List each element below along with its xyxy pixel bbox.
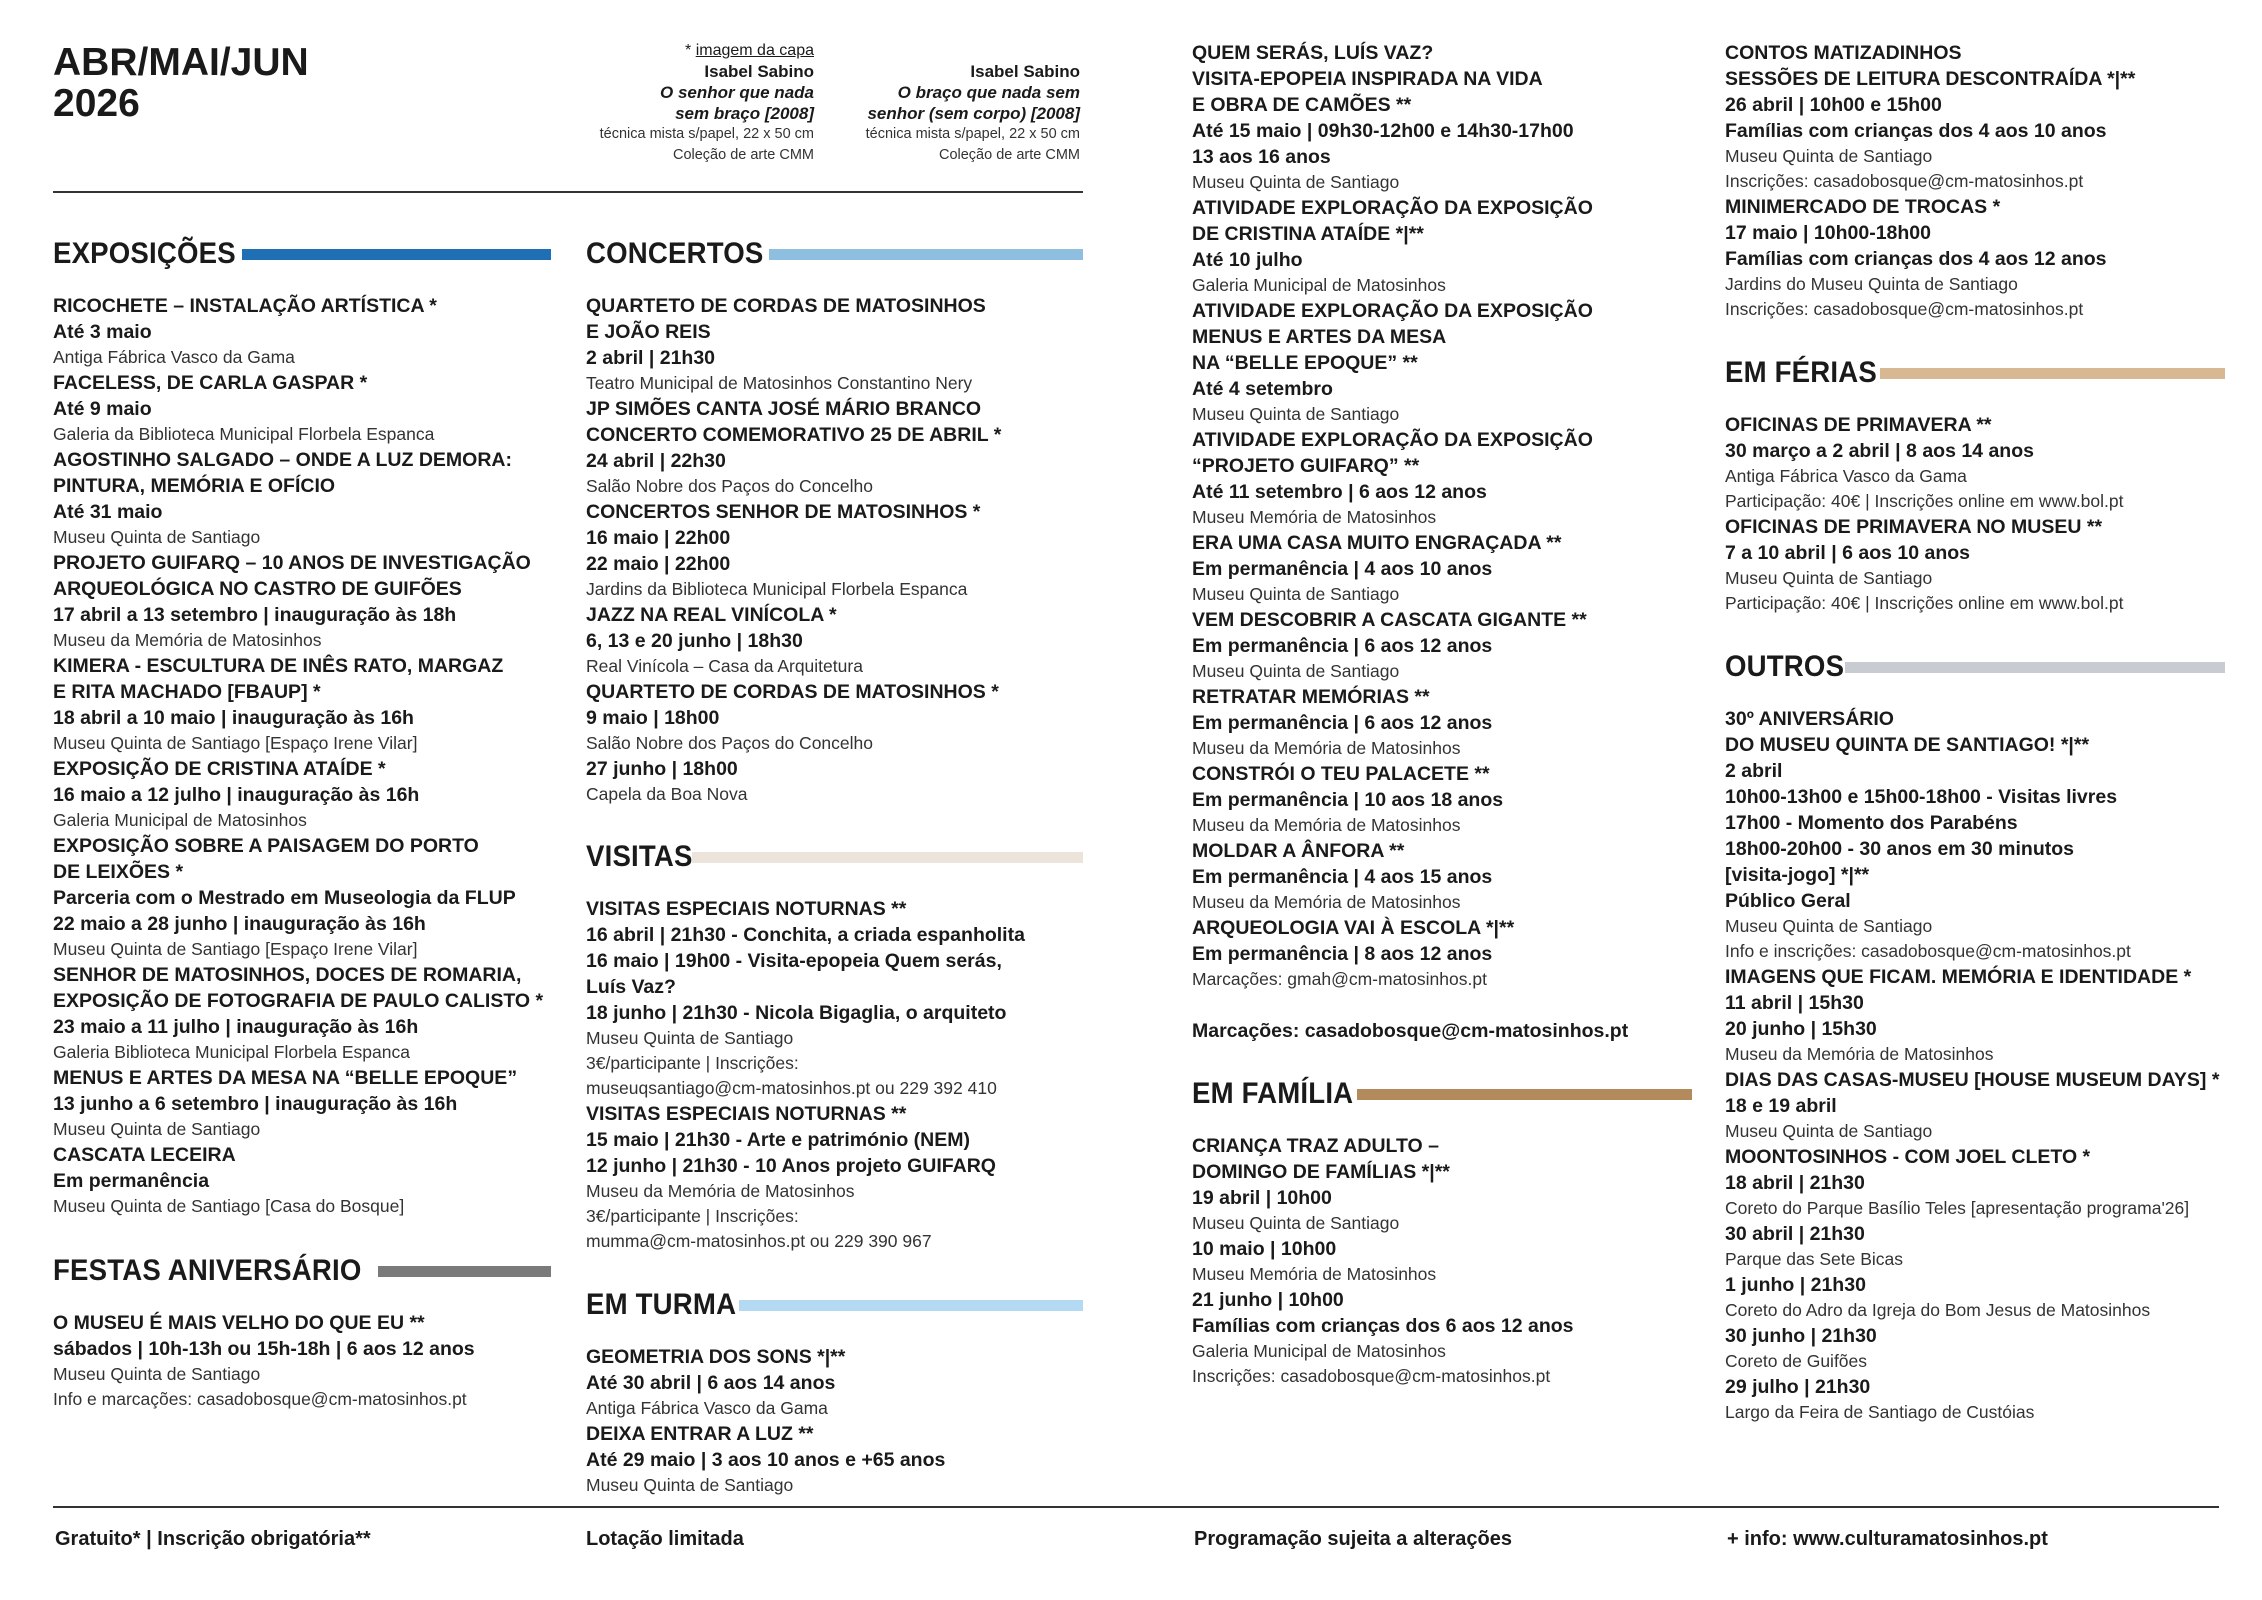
section-title: FESTAS ANIVERSÁRIO <box>53 1254 362 1287</box>
event-item <box>53 447 551 550</box>
section-exposicoes <box>53 237 551 1219</box>
event-title: KIMERA - ESCULTURA DE INÊS RATO, MARGAZ E RITA MACHADO [FBAUP] * <box>53 655 504 703</box>
event-place: Galeria Municipal de Matosinhos Inscrições: casadobosque@cm-matosinhos.pt <box>1192 1341 1551 1386</box>
event-place: Largo da Feira de Santiago de Custóias <box>1725 1402 2035 1422</box>
section-header <box>586 840 1083 874</box>
event-date: 2 abril 10h00-13h00 e 15h00-18h00 - Visitas livres 17h00 - Momento dos Parabéns 18h00-20h00 - 30 anos em 30 minutos [visita-jogo] *|** Público Geral <box>1725 760 2118 912</box>
section-bar <box>739 1300 1083 1311</box>
event-date: sábados | 10h-13h ou 15h-18h | 6 aos 12 anos <box>53 1338 475 1360</box>
section-em-turma <box>586 1288 1083 1498</box>
section-em-familia <box>1192 1077 1692 1389</box>
event-title: PROJETO GUIFARQ – 10 ANOS DE INVESTIGAÇÃO ARQUEOLÓGICA NO CASTRO DE GUIFÕES <box>53 552 531 600</box>
event-title: AGOSTINHO SALGADO – ONDE A LUZ DEMORA: PINTURA, MEMÓRIA E OFÍCIO <box>53 449 512 497</box>
event-date: 16 abril | 21h30 - Conchita, a criada espanholita 16 maio | 19h00 - Visita-epopeia Quem serás, Luís Vaz? 18 junho | 21h30 - Nicola Bigaglia, o arquiteto <box>586 924 1025 1024</box>
artwork-title: O senhor que nada sem braço [2008] <box>660 83 814 123</box>
section-header <box>53 1254 551 1288</box>
event-date: 24 abril | 22h30 <box>586 450 726 472</box>
section-bar <box>1845 662 2225 673</box>
event-item <box>1192 607 1692 684</box>
event-date: 10 maio | 10h00 <box>1192 1238 1337 1260</box>
event-title: MENUS E ARTES DA MESA NA “BELLE EPOQUE” <box>53 1067 518 1089</box>
event-title: QUARTETO DE CORDAS DE MATOSINHOS E JOÃO REIS <box>586 295 986 343</box>
event-item <box>586 396 1083 499</box>
section-header <box>1725 650 2225 684</box>
event-title: EXPOSIÇÃO SOBRE A PAISAGEM DO PORTO DE LEIXÕES * <box>53 835 479 883</box>
artwork-title: O braço que nada sem senhor (sem corpo) [2008] <box>867 83 1080 123</box>
event-item <box>1192 684 1692 761</box>
section-familias-continued <box>1725 40 2225 322</box>
event-date: Em permanência | 4 aos 15 anos <box>1192 866 1493 888</box>
event-place: Marcações: gmah@cm-matosinhos.pt <box>1192 969 1487 989</box>
event-date: Até 11 setembro | 6 aos 12 anos <box>1192 481 1487 503</box>
event-item <box>586 1421 1083 1498</box>
event-item <box>586 602 1083 679</box>
event-list <box>586 1344 1083 1498</box>
artwork-collection: Coleção de arte CMM <box>672 147 814 163</box>
event-date: Até 4 setembro <box>1192 378 1333 400</box>
event-date: 23 maio a 11 julho | inauguração às 16h <box>53 1016 419 1038</box>
event-item <box>1725 1144 2225 1221</box>
section-header <box>586 237 1083 271</box>
event-place: Teatro Municipal de Matosinhos Constantino Nery <box>586 373 973 393</box>
event-place: Coreto do Parque Basílio Teles [apresentação programa'26] <box>1725 1198 2190 1218</box>
event-title: CONTOS MATIZADINHOS SESSÕES DE LEITURA DESCONTRAÍDA *|** <box>1725 42 2136 90</box>
event-place: Museu Quinta de Santiago [Casa do Bosque] <box>53 1196 405 1216</box>
event-item <box>53 1065 551 1142</box>
event-title: VISITAS ESPECIAIS NOTURNAS ** <box>586 1103 907 1125</box>
event-date: Até 10 julho <box>1192 249 1303 271</box>
section-bar <box>692 852 1083 863</box>
event-item <box>53 370 551 447</box>
section-title: OUTROS <box>1725 650 1845 683</box>
event-title: MOLDAR A ÂNFORA ** <box>1192 840 1405 862</box>
event-place: Museu Quinta de Santiago Participação: 40€ | Inscrições online em www.bol.pt <box>1725 568 2124 613</box>
event-date: 26 abril | 10h00 e 15h00 Famílias com crianças dos 4 aos 10 anos <box>1725 94 2107 142</box>
event-date: Parceria com o Mestrado em Museologia da FLUP 22 maio a 28 junho | inauguração às 16h <box>53 887 516 935</box>
section-header <box>586 1288 1083 1322</box>
event-place: Museu Quinta de Santiago <box>1192 584 1400 604</box>
event-item <box>1192 298 1692 427</box>
event-title: MINIMERCADO DE TROCAS * <box>1725 196 2001 218</box>
section-continued-activities <box>1192 40 1692 1044</box>
event-place: Galeria Municipal de Matosinhos <box>53 810 307 830</box>
event-place: Museu Quinta de Santiago <box>53 1119 261 1139</box>
event-place: Museu Quinta de Santiago <box>1192 661 1400 681</box>
event-place: Coreto de Guifões <box>1725 1351 1868 1371</box>
event-title: RETRATAR MEMÓRIAS ** <box>1192 686 1430 708</box>
event-date: 21 junho | 10h00 Famílias com crianças dos 6 aos 12 anos <box>1192 1289 1574 1337</box>
marcacoes-note: Marcações: casadobosque@cm-matosinhos.pt <box>1192 1020 1629 1042</box>
season-title <box>53 42 309 124</box>
event-item <box>1725 1323 2225 1374</box>
event-item <box>1725 412 2225 514</box>
footer-lotacao: Lotação limitada <box>586 1528 744 1550</box>
event-place: Museu Quinta de Santiago <box>1725 1121 1933 1141</box>
event-item <box>1725 1067 2225 1144</box>
event-place: Galeria Biblioteca Municipal Florbela Espanca <box>53 1042 410 1062</box>
event-date: Até 29 maio | 3 aos 10 anos e +65 anos <box>586 1449 946 1471</box>
event-item <box>1192 761 1692 838</box>
event-title: ATIVIDADE EXPLORAÇÃO DA EXPOSIÇÃO “PROJETO GUIFARQ” ** <box>1192 429 1593 477</box>
event-title: VISITAS ESPECIAIS NOTURNAS ** <box>586 898 907 920</box>
event-title: ERA UMA CASA MUITO ENGRAÇADA ** <box>1192 532 1562 554</box>
event-place: Coreto do Adro da Igreja do Bom Jesus de Matosinhos <box>1725 1300 2151 1320</box>
event-title: EXPOSIÇÃO DE CRISTINA ATAÍDE * <box>53 758 386 780</box>
event-list <box>1725 706 2225 1425</box>
section-concertos <box>586 237 1083 807</box>
event-item <box>1725 1374 2225 1425</box>
event-place: Museu Quinta de Santiago <box>1192 172 1400 192</box>
event-place: Antiga Fábrica Vasco da Gama <box>53 347 295 367</box>
event-date: 18 abril a 10 maio | inauguração às 16h <box>53 707 414 729</box>
event-date: 15 maio | 21h30 - Arte e património (NEM) 12 junho | 21h30 - 10 Anos projeto GUIFARQ <box>586 1129 996 1177</box>
event-place: Antiga Fábrica Vasco da Gama <box>586 1398 828 1418</box>
section-em-ferias <box>1725 356 2225 616</box>
event-item <box>586 1101 1083 1254</box>
event-place: Museu Quinta de Santiago Inscrições: casadobosque@cm-matosinhos.pt <box>1725 146 2084 191</box>
event-place: Museu Quinta de Santiago <box>1192 1213 1400 1233</box>
section-bar <box>769 249 1083 260</box>
event-item <box>1192 1133 1692 1236</box>
event-item <box>586 896 1083 1101</box>
event-date: 18 e 19 abril <box>1725 1095 1837 1117</box>
event-place: Museu da Memória de Matosinhos <box>1725 1044 1994 1064</box>
event-date: 2 abril | 21h30 <box>586 347 716 369</box>
event-list <box>586 293 1083 807</box>
event-date: Até 31 maio <box>53 501 163 523</box>
event-item <box>1192 40 1692 195</box>
event-title: SENHOR DE MATOSINHOS, DOCES DE ROMARIA, EXPOSIÇÃO DE FOTOGRAFIA DE PAULO CALISTO * <box>53 964 544 1012</box>
event-item <box>586 499 1083 602</box>
event-title: DEIXA ENTRAR A LUZ ** <box>586 1423 814 1445</box>
event-list <box>586 896 1083 1254</box>
event-place: Museu Quinta de Santiago <box>586 1475 794 1495</box>
event-place: Museu da Memória de Matosinhos <box>1192 738 1461 758</box>
event-date: Em permanência | 6 aos 12 anos <box>1192 712 1493 734</box>
event-place: Museu Quinta de Santiago 3€/participante | Inscrições: museuqsantiago@cm-matosinhos.pt ou 229 392 410 <box>586 1028 997 1098</box>
event-date: 29 julho | 21h30 <box>1725 1376 1871 1398</box>
footer-programacao: Programação sujeita a alterações <box>1194 1528 1512 1550</box>
artwork-artist: Isabel Sabino <box>970 62 1080 81</box>
event-date: Em permanência | 10 aos 18 anos <box>1192 789 1504 811</box>
section-header <box>1725 356 2225 390</box>
event-date: 19 abril | 10h00 <box>1192 1187 1332 1209</box>
section-title: EM FAMÍLIA <box>1192 1077 1354 1110</box>
section-title: CONCERTOS <box>586 237 764 270</box>
event-date: 7 a 10 abril | 6 aos 10 anos <box>1725 542 1971 564</box>
event-place: Museu da Memória de Matosinhos <box>1192 892 1461 912</box>
event-list <box>1192 40 1692 992</box>
event-title: MOONTOSINHOS - COM JOEL CLETO * <box>1725 1146 2091 1168</box>
event-date: Em permanência | 4 aos 10 anos <box>1192 558 1493 580</box>
event-item <box>1725 964 2225 1067</box>
section-visitas <box>586 840 1083 1254</box>
event-place: Museu Quinta de Santiago Info e marcações: casadobosque@cm-matosinhos.pt <box>53 1364 467 1409</box>
event-list <box>53 1310 551 1412</box>
section-bar <box>242 249 551 260</box>
event-date: 30 abril | 21h30 <box>1725 1223 1865 1245</box>
section-title: EXPOSIÇÕES <box>53 237 236 270</box>
event-title: O MUSEU É MAIS VELHO DO QUE EU ** <box>53 1312 425 1334</box>
event-list <box>1725 412 2225 616</box>
event-title: CONCERTOS SENHOR DE MATOSINHOS * <box>586 501 981 523</box>
event-date: 16 maio | 22h00 22 maio | 22h00 <box>586 527 731 575</box>
section-header <box>53 237 551 271</box>
event-date: 1 junho | 21h30 <box>1725 1274 1866 1296</box>
event-item <box>53 550 551 653</box>
event-date: 17 abril a 13 setembro | inauguração às 18h <box>53 604 457 626</box>
event-title: VEM DESCOBRIR A CASCATA GIGANTE ** <box>1192 609 1587 631</box>
event-title: RICOCHETE – INSTALAÇÃO ARTÍSTICA * <box>53 295 437 317</box>
event-date: Até 9 maio <box>53 398 152 420</box>
event-date: Até 3 maio <box>53 321 152 343</box>
event-title: JAZZ NA REAL VINÍCOLA * <box>586 604 837 626</box>
event-item <box>1192 530 1692 607</box>
event-date: 11 abril | 15h30 20 junho | 15h30 <box>1725 992 1877 1040</box>
event-title: CONSTRÓI O TEU PALACETE ** <box>1192 763 1490 785</box>
event-title: QUEM SERÁS, LUÍS VAZ? VISITA-EPOPEIA INSPIRADA NA VIDA E OBRA DE CAMÕES ** <box>1192 42 1543 116</box>
event-item <box>1192 195 1692 298</box>
event-date: 17 maio | 10h00-18h00 Famílias com crianças dos 4 aos 12 anos <box>1725 222 2107 270</box>
event-item <box>586 293 1083 396</box>
event-title: OFICINAS DE PRIMAVERA NO MUSEU ** <box>1725 516 2103 538</box>
section-title: EM FÉRIAS <box>1725 356 1877 389</box>
event-title: ARQUEOLOGIA VAI À ESCOLA *|** <box>1192 917 1515 939</box>
event-place: Salão Nobre dos Paços do Concelho <box>586 476 873 496</box>
footer-legend: Gratuito* | Inscrição obrigatória** <box>55 1528 371 1550</box>
event-title: ATIVIDADE EXPLORAÇÃO DA EXPOSIÇÃO DE CRISTINA ATAÍDE *|** <box>1192 197 1593 245</box>
event-item <box>586 679 1083 756</box>
event-place: Jardins do Museu Quinta de Santiago Inscrições: casadobosque@cm-matosinhos.pt <box>1725 274 2084 319</box>
event-item <box>53 293 551 370</box>
event-place: Museu da Memória de Matosinhos <box>1192 815 1461 835</box>
event-title: QUARTETO DE CORDAS DE MATOSINHOS * <box>586 681 999 703</box>
artwork-artist: Isabel Sabino <box>704 62 814 81</box>
event-place: Museu Quinta de Santiago [Espaço Irene Vilar] <box>53 733 418 753</box>
event-place: Museu da Memória de Matosinhos <box>53 630 322 650</box>
event-item <box>586 756 1083 807</box>
event-place: Galeria Municipal de Matosinhos <box>1192 275 1446 295</box>
event-date: 9 maio | 18h00 <box>586 707 720 729</box>
event-title: DIAS DAS CASAS-MUSEU [HOUSE MUSEUM DAYS] * <box>1725 1069 2220 1091</box>
artwork-collection: Coleção de arte CMM <box>938 147 1080 163</box>
event-item <box>1725 1272 2225 1323</box>
section-bar <box>1357 1089 1692 1100</box>
event-item <box>53 653 551 756</box>
event-item <box>1192 1236 1692 1287</box>
event-date: 13 junho a 6 setembro | inauguração às 16h <box>53 1093 458 1115</box>
event-place: Museu Memória de Matosinhos <box>1192 507 1437 527</box>
footer-info-link[interactable]: + info: www.culturamatosinhos.pt <box>1727 1528 2048 1550</box>
event-date: Em permanência | 6 aos 12 anos <box>1192 635 1493 657</box>
event-place: Salão Nobre dos Paços do Concelho <box>586 733 873 753</box>
event-place: Capela da Boa Nova <box>586 784 748 804</box>
section-bar <box>1880 368 2225 379</box>
event-place: Antiga Fábrica Vasco da Gama Participação: 40€ | Inscrições online em www.bol.pt <box>1725 466 2124 511</box>
season-year: 2026 <box>53 82 140 125</box>
season-months: ABR/MAI/JUN <box>53 41 309 84</box>
event-item <box>1192 427 1692 530</box>
event-place: Real Vinícola – Casa da Arquitetura <box>586 656 863 676</box>
event-place: Museu Quinta de Santiago <box>1192 404 1400 424</box>
event-title: JP SIMÕES CANTA JOSÉ MÁRIO BRANCO CONCERTO COMEMORATIVO 25 DE ABRIL * <box>586 398 1002 446</box>
event-item <box>1192 915 1692 992</box>
event-item <box>53 833 551 962</box>
event-date: Em permanência | 8 aos 12 anos <box>1192 943 1493 965</box>
event-place: Museu Quinta de Santiago <box>53 527 261 547</box>
section-title: VISITAS <box>586 840 693 873</box>
cover-artwork-1 <box>560 40 814 166</box>
event-item <box>1192 1287 1692 1389</box>
footer-divider <box>53 1506 2219 1508</box>
event-date: 30 junho | 21h30 <box>1725 1325 1877 1347</box>
artwork-technique: técnica mista s/papel, 22 x 50 cm <box>599 126 814 142</box>
event-place: Galeria da Biblioteca Municipal Florbela Espanca <box>53 424 435 444</box>
event-item <box>1725 194 2225 322</box>
cover-artwork-2 <box>820 61 1080 166</box>
event-item <box>1725 706 2225 964</box>
event-item <box>53 756 551 833</box>
event-place: Museu Quinta de Santiago Info e inscrições: casadobosque@cm-matosinhos.pt <box>1725 916 2131 961</box>
cover-note: * imagem da capa <box>685 42 814 59</box>
event-title: CRIANÇA TRAZ ADULTO – DOMINGO DE FAMÍLIAS *|** <box>1192 1135 1450 1183</box>
event-place: Parque das Sete Bicas <box>1725 1249 1904 1269</box>
event-title: ATIVIDADE EXPLORAÇÃO DA EXPOSIÇÃO MENUS E ARTES DA MESA NA “BELLE EPOQUE” ** <box>1192 300 1593 374</box>
event-item <box>53 1142 551 1219</box>
event-date: 18 abril | 21h30 <box>1725 1172 1865 1194</box>
event-title: OFICINAS DE PRIMAVERA ** <box>1725 414 1992 436</box>
event-item <box>1725 40 2225 194</box>
section-title: EM TURMA <box>586 1288 737 1321</box>
section-header <box>1192 1077 1692 1111</box>
event-date: Até 30 abril | 6 aos 14 anos <box>586 1372 836 1394</box>
event-date: 30 março a 2 abril | 8 aos 14 anos <box>1725 440 2034 462</box>
event-title: 30º ANIVERSÁRIO DO MUSEU QUINTA DE SANTIAGO! *|** <box>1725 708 2090 756</box>
section-festas <box>53 1254 551 1412</box>
event-list <box>53 293 551 1219</box>
event-date: Em permanência <box>53 1170 210 1192</box>
artwork-technique: técnica mista s/papel, 22 x 50 cm <box>865 126 1080 142</box>
header-divider <box>53 191 1083 193</box>
event-date: 16 maio a 12 julho | inauguração às 16h <box>53 784 420 806</box>
section-outros <box>1725 650 2225 1425</box>
event-place: Museu Memória de Matosinhos <box>1192 1264 1437 1284</box>
event-title: CASCATA LECEIRA <box>53 1144 236 1166</box>
event-item <box>1725 1221 2225 1272</box>
event-title: GEOMETRIA DOS SONS *|** <box>586 1346 846 1368</box>
event-title: FACELESS, DE CARLA GASPAR * <box>53 372 368 394</box>
event-title: IMAGENS QUE FICAM. MEMÓRIA E IDENTIDADE * <box>1725 966 2192 988</box>
event-item <box>586 1344 1083 1421</box>
event-date: 6, 13 e 20 junho | 18h30 <box>586 630 803 652</box>
event-place: Museu Quinta de Santiago [Espaço Irene Vilar] <box>53 939 418 959</box>
event-date: 27 junho | 18h00 <box>586 758 738 780</box>
event-item <box>53 1310 551 1412</box>
event-list <box>1725 40 2225 322</box>
event-item <box>1725 514 2225 616</box>
event-item <box>1192 838 1692 915</box>
event-item <box>53 962 551 1065</box>
event-list <box>1192 1133 1692 1389</box>
event-place: Jardins da Biblioteca Municipal Florbela Espanca <box>586 579 968 599</box>
section-bar <box>378 1266 551 1277</box>
event-place: Museu da Memória de Matosinhos 3€/participante | Inscrições: mumma@cm-matosinhos.pt ou 229 390 967 <box>586 1181 932 1251</box>
event-date: Até 15 maio | 09h30-12h00 e 14h30-17h00 13 aos 16 anos <box>1192 120 1574 168</box>
